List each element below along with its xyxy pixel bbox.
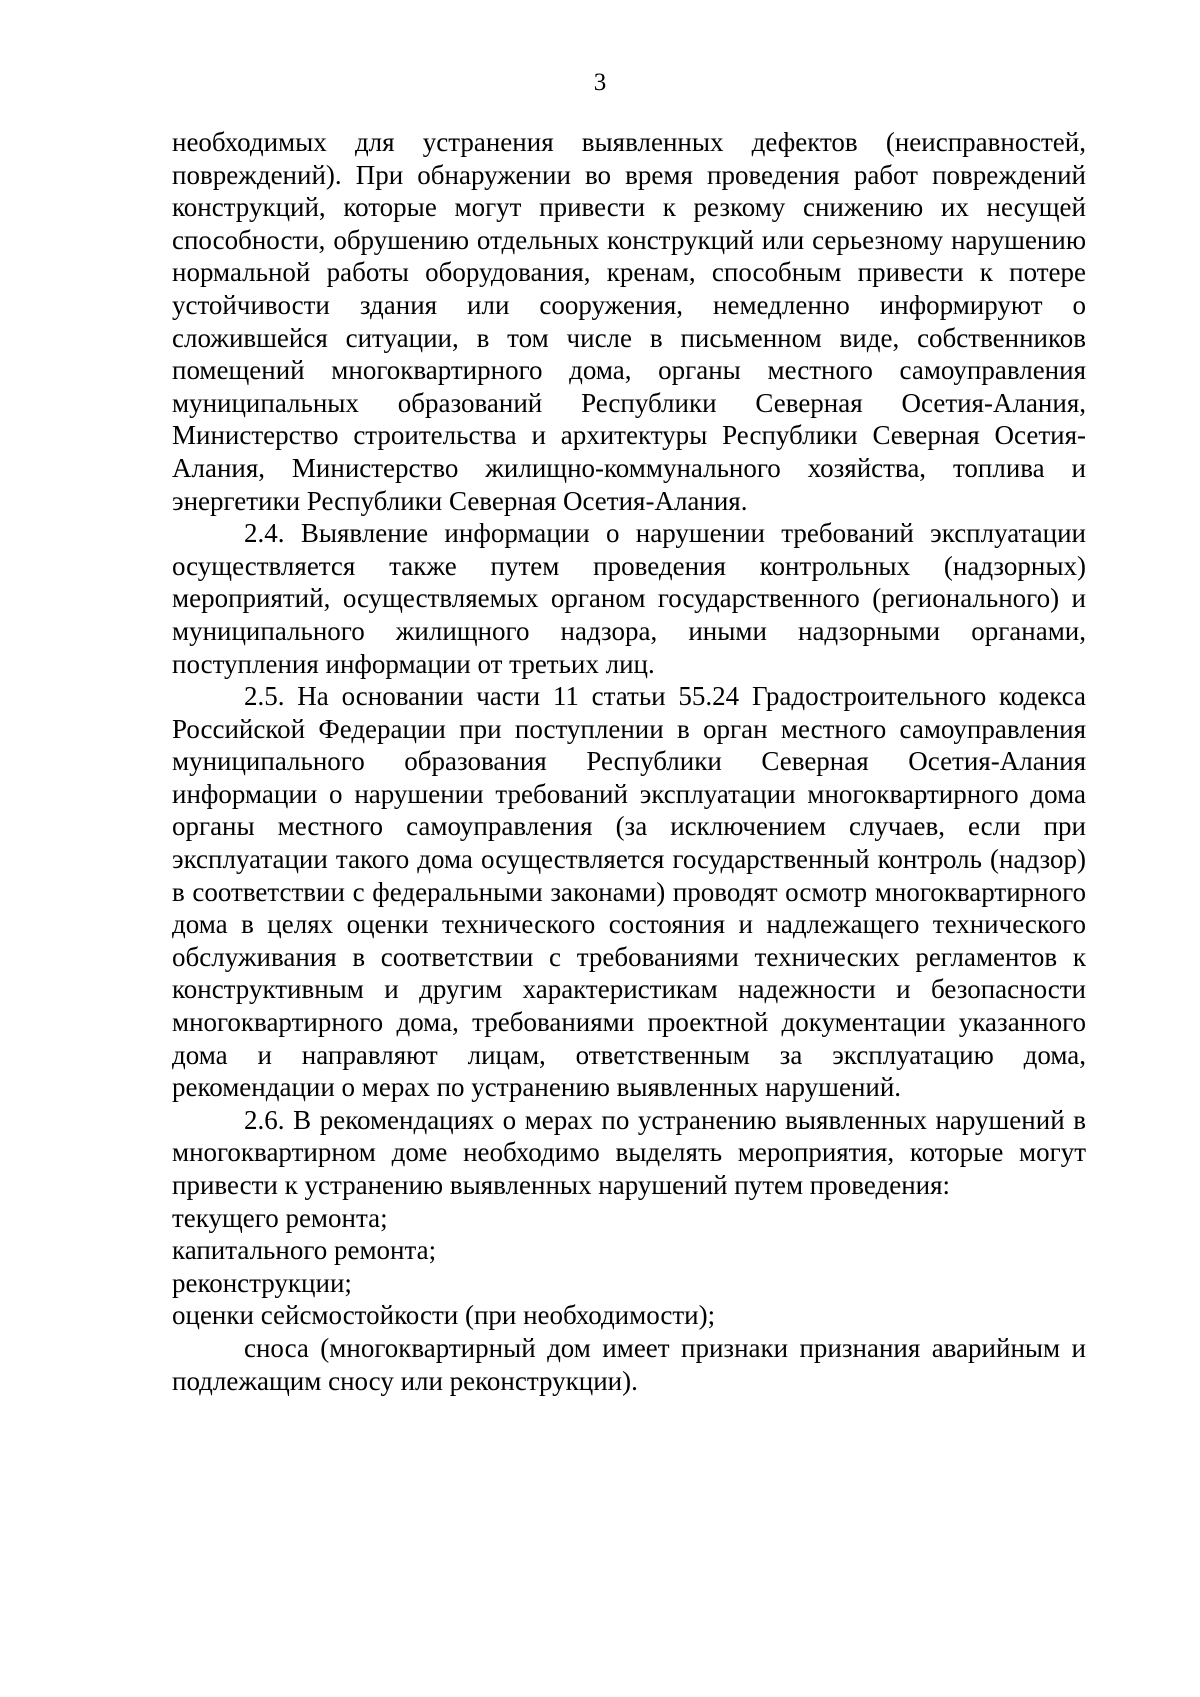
paragraph-continuation: необходимых для устранения выявленных дефектов (неисправностей, повреждений). При обнаружении во время проведения работ повреждений конструкций, которые могут привести к резкому снижению их несущей способности, обрушению отдельных конструкций или серьезному нарушению нормальной работы оборудования, кренам, способным привести к потере устойчивости здания или сооружения, немедленно информируют о сложившейся ситуации, в том числе в письменном виде, собственников помещений многоквартирного дома, органы местного самоуправления муниципальных образований Республики Северная Осетия-Алания, Министерство строительства и архитектуры Республики Северная Осетия-Алания, Министерство жилищно-коммунального хозяйства, топлива и энергетики Республики Северная Осетия-Алания. xyxy=(172,127,1086,516)
paragraph-2-5: 2.5. На основании части 11 статьи 55.24 Градостроительного кодекса Российской Федерации при поступлении в орган местного самоуправления муниципального образования Республики Северная Осетия-Алания информации о нарушении требований эксплуатации многоквартирного дома органы местного самоуправления (за исключением случаев, если при эксплуатации такого дома осуществляется государственный контроль (надзор) в соответствии с федеральными законами) проводят осмотр многоквартирного дома в целях оценки технического состояния и надлежащего технического обслуживания в соответствии с требованиями технических регламентов к конструктивным и другим характеристикам надежности и безопасности многоквартирного дома, требованиями проектной документации указанного дома и направляют лицам, ответственным за эксплуатацию дома, рекомендации о мерах по устранению выявленных нарушений. xyxy=(172,681,1086,1103)
page-number: 3 xyxy=(593,69,607,96)
paragraph-demolition: сноса (многоквартирный дом имеет признаки признания аварийным и подлежащим сносу или реконструкции). xyxy=(172,1332,1086,1396)
paragraph-2-4: 2.4. Выявление информации о нарушении требований эксплуатации осуществляется также путем проведения контрольных (надзорных) мероприятий, осуществляемых органом государственного (регионального) и муниципального жилищного надзора, иными надзорными органами, поступления информации от третьих лиц. xyxy=(172,518,1086,679)
list-item-capital-repair: капитального ремонта; xyxy=(172,1235,437,1266)
document-body xyxy=(172,126,1086,1397)
list-item-current-repair: текущего ремонта; xyxy=(172,1202,388,1233)
paragraph-2-6: 2.6. В рекомендациях о мерах по устранению выявленных нарушений в многоквартирном доме необходимо выделять мероприятия, которые могут привести к устранению выявленных нарушений путем проведения: xyxy=(172,1104,1086,1200)
list-item-seismic-assessment: оценки сейсмостойкости (при необходимости); xyxy=(172,1300,716,1331)
list-item-reconstruction: реконструкции; xyxy=(172,1267,352,1298)
